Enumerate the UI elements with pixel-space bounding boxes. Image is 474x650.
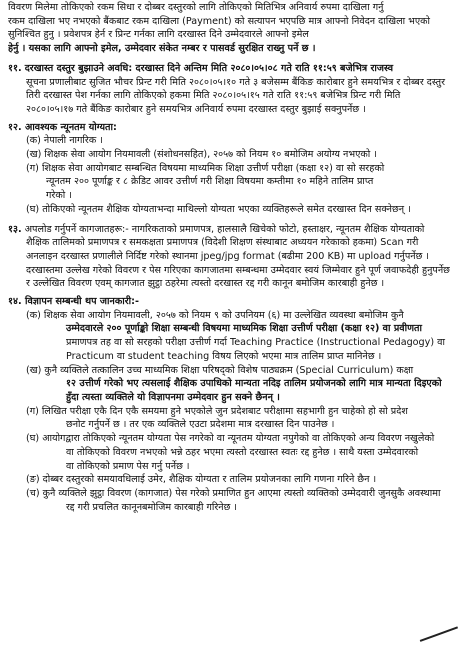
text-line: दरखास्तमा उल्लेख गरेको विवरण र पेस गरिएका कागजातमा सम्बन्धमा उम्मेदवार स्वयं जिम्मेवार हुने पूर्ण जवाफदेही हुनुपर्नेछ: [26, 264, 450, 276]
text-line: उम्मेदवारले २०० पूर्णाङ्को शिक्षा सम्बन्धी विषयमा माध्यमिक शिक्षा उत्तीर्ण परीक्षा (कक्षा १२) वा प्रवीणता: [66, 323, 423, 335]
section-heading: विज्ञापन सम्बन्धी थप जानकारी:-: [24, 296, 139, 308]
section-13: [8, 223, 466, 237]
item-marker: (क): [26, 135, 41, 147]
text-line: Practicum वा student teaching विषय लिएको भएमा मात्र तालिम प्राप्त मानिनेछ ।: [66, 350, 382, 362]
item-text: तोकिएको न्यूनतम शैक्षिक योग्यताभन्दा माथिल्लो योग्यता भएका व्यक्तिहरूले समेत दरखास्त दिन सक्नेछन् ।: [42, 203, 411, 215]
text-line: हेर्नु । यसका लागि आफ्नो इमेल, उम्मेदवार संकेत नम्बर र पासवर्ड सुरक्षित राख्नु पर्ने छ ।: [8, 43, 316, 55]
text-line: छनोट गर्नुपर्ने छ । तर एक व्यक्तिले एउटा प्रदेशमा मात्र दरखास्त दिन पाउनेछ ।: [66, 419, 335, 431]
text-line: प्रमाणपत्र तह वा सो सरहको परीक्षा उत्तीर्ण गर्दा Teaching Practice (Instructional Pedagogy) वा: [66, 337, 445, 349]
section-number: १२.: [8, 121, 22, 133]
text-line: (घ) आयोगद्वारा तोकिएको न्यूनतम योग्यता पेस नगरेको वा न्यूनतम योग्यता नपुगेको वा तोकिएको अन्य विवरण नखुलेको: [26, 433, 435, 445]
text-line: (च) कुनै व्यक्तिले झुट्ठा विवरण (कागजात) पेस गरेको प्रमाणित हुन आएमा त्यस्तो व्यक्तिको उम्मेदवारी जुनसुकै अवस्थामा: [26, 487, 441, 499]
text-line: विवरण मिलेमा तोकिएको रकम सिधा र दोब्बर दस्तुरको लागि तोकिएको मितिभित्र अनिवार्य रुपमा दाखिला गर्नु: [8, 2, 384, 13]
text-line: वा तोकिएको प्रमाण पेस गर्नु पर्नेछ ।: [66, 460, 190, 472]
section-13-text: अपलोड गर्नुपर्ने कागजातहरू:- नागरिकताको प्रमाणपत्र, हालसालै खिचेको फोटो, हस्ताक्षर, न्यूनतम शैक्षिक योग्यताको: [24, 223, 425, 235]
text-line: रद्द गरी प्रचलित कानूनबमोजिम कारबाही गरिनेछ ।: [66, 501, 238, 513]
section-heading: आवश्यक न्यूनतम योग्यता:: [24, 121, 117, 133]
section-12: [8, 121, 466, 135]
item-marker: (घ): [26, 203, 40, 215]
text-line: (ख) कुनै व्यक्तिले तत्कालिन उच्च माध्यमिक शिक्षा परिषद्को विशेष पाठ्यक्रम (Special Curriculum) कक्षा: [26, 364, 414, 376]
section-11-text: दरखास्त दस्तुर बुझाउने अवधि: दरखास्त दिने अन्तिम मिति २०८०।०५।०८ गते राति ११:५९ बजेभित्र राजस्व: [24, 62, 394, 74]
text-line: वा तोकिएको विवरण नभएको भन्ने ठहर भएमा त्यस्तो दरखास्त स्वतः रद्द हुनेछ । साथै यस्ता उम्मेदवारको: [66, 446, 419, 458]
text-line: (ङ) दोब्बर दस्तुरको समयावधिलाई उमेर, शैक्षिक योग्यता र तालिम प्रयोजनका लागि गणना गरिने छैन ।: [26, 474, 377, 486]
list-item: [8, 162, 466, 176]
text-line: २०८०।०५।१७ गते बैंकिङ कारोबार हुने समयभित्र अनिवार्य रुपमा दरखास्त दस्तुर बुझाई सक्नुपर्नेछ ।: [26, 103, 366, 115]
item-text: शिक्षक सेवा आयोग नियमावली (संशोधनसहित), २०५७ को नियम १० बमोजिम अयोग्य नभएको ।: [44, 149, 377, 161]
section-11: [8, 62, 466, 76]
item-marker: (ख): [26, 149, 42, 161]
item-text: नेपाली नागरिक ।: [43, 135, 103, 147]
item-text: शिक्षक सेवा आयोगबाट सम्बन्धित विषयमा माध्यमिक शिक्षा उत्तीर्ण परीक्षा (कक्षा १२) वा सो सरहको: [41, 162, 385, 174]
list-item: [8, 148, 466, 162]
item-marker: (ग): [26, 162, 39, 174]
text-line: १२ उत्तीर्ण गरेको भए त्यसलाई शैक्षिक उपाधिको मान्यता नदिइ तालिम प्रयोजनको लागि मात्र मान्यता दिइएको: [66, 378, 442, 390]
text-line: सुनिश्चित हुनु । प्रवेशपत्र हेर्न र प्रिन्ट गर्नका लागि दरखास्त दिने उम्मेदवारले आफ्नो इमेल: [8, 29, 309, 41]
section-number: ११.: [8, 62, 22, 74]
text-line: हुँदा त्यस्ता व्यक्तिले यो विज्ञापनमा उम्मेदवार हुन सक्ने छैनन् ।: [66, 391, 280, 403]
list-item: [8, 134, 466, 148]
text-line: (ग) लिखित परीक्षा एकै दिन एकै समयमा हुने भएकोले जुन प्रदेशबाट परीक्षामा सहभागी हुन चाहेको हो सो प्रदेश: [26, 405, 408, 417]
section-number: १३.: [8, 223, 22, 235]
section-14: [8, 295, 466, 309]
text-line: शैक्षिक तालिमको प्रमाणपत्र र समकक्षता प्रमाणपत्र (विदेशी शिक्षण संस्थाबाट अध्ययन गरेकाको हकमा) Scan गरी: [26, 237, 419, 249]
section-number: १४.: [8, 296, 22, 308]
text-line: तिरी दरखास्त पेश गर्नका लागि तोकिएको हकमा मिति २०८०।०५।१५ गते राति ११:५९ बजेभित्र प्रिन्ट गरी मिति: [26, 90, 401, 102]
text-line: र उल्लेखित विवरण एवम् कागजात झुट्ठा ठहरेमा त्यस्तो दरखास्त रद्द गरी कानून बमोजिम कारबाही हुनेछ ।: [26, 278, 385, 290]
text-line: अनलाइन दरखास्त प्रणालीले निर्दिष्ट गरेको स्थानमा jpeg/jpg format (बढीमा 200 KB) मा upload गर्नुपर्नेछ ।: [26, 250, 430, 262]
text-line: रकम दाखिला भए नभएको बैंकबाट रकम दाखिला (Payment) को सत्यापन भएपछि मात्र आफ्नो निवेदन दाखिला भएको: [8, 15, 431, 27]
text-line: न्यूनतम २०० पूर्णाङ्क र ८ क्रेडिट आवर उत्तीर्ण गरी शिक्षा विषयमा कम्तीमा १० महिने तालिम प्राप्त: [46, 176, 374, 188]
text-line: सूचना प्रणालीबाट सुजित भौचर प्रिन्ट गरी मिति २०८०।०५।१० गते ३ बजेसम्म बैंकिङ कारोबार हुने समयभित्र र दोब्बर दस्तुर: [26, 76, 446, 88]
text-line: (क) शिक्षक सेवा आयोग नियमावली, २०५७ को नियम ९ को उपनियम (६) मा उल्लेखित व्यवस्था बमोजिम कुनै: [26, 309, 404, 321]
list-item: [8, 203, 466, 217]
text-line: गरेको ।: [46, 190, 72, 202]
pen-stroke-mark: [420, 626, 458, 641]
